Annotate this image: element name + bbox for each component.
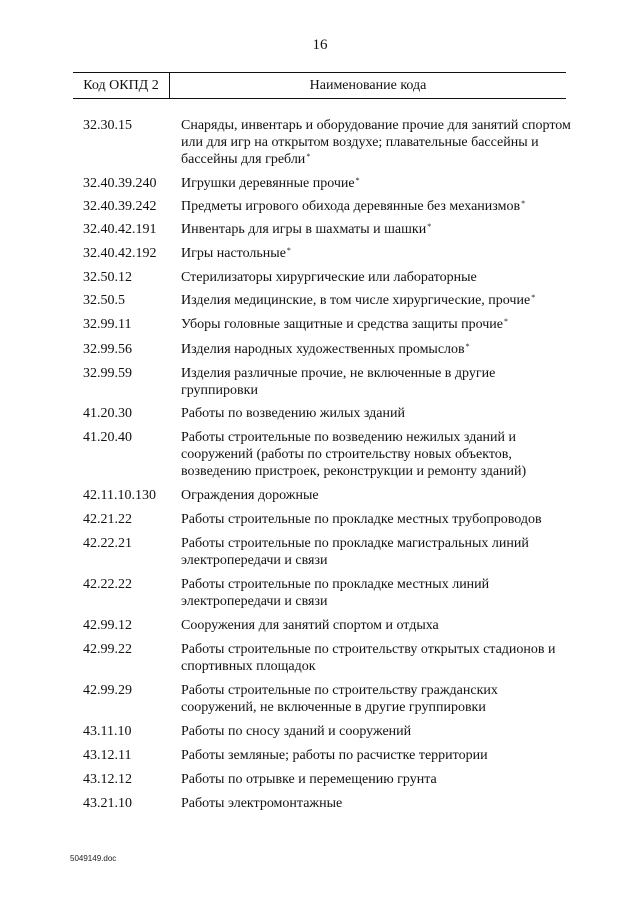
row-code: 42.22.21 [83, 536, 132, 551]
row-code: 42.99.22 [83, 642, 132, 657]
row-name: Работы строительные по прокладке местных трубопроводов [181, 512, 542, 527]
footnote-mark: * [355, 176, 360, 185]
row-name: Игрушки деревянные прочие* [181, 176, 360, 191]
row-code: 43.12.12 [83, 772, 132, 787]
row-name: Работы по сносу зданий и сооружений [181, 724, 412, 739]
row-name: Сооружения для занятий спортом и отдыха [181, 618, 439, 633]
row-name: Работы по отрывке и перемещению грунта [181, 772, 437, 787]
row-name: Работы электромонтажные [181, 796, 343, 811]
row-code: 32.30.15 [83, 118, 132, 133]
footnote-mark: * [503, 317, 508, 326]
row-code: 42.22.22 [83, 577, 132, 592]
row-code: 43.21.10 [83, 796, 132, 811]
footnote-mark: * [531, 293, 536, 302]
row-code: 32.99.11 [83, 317, 132, 332]
footnote-mark: * [427, 222, 432, 231]
page-number: 16 [312, 37, 328, 53]
header-code: Код ОКПД 2 [83, 78, 159, 93]
row-name: Предметы игрового обихода деревянные без механизмов* [181, 199, 526, 214]
footnote-mark: * [521, 199, 526, 208]
row-name: Инвентарь для игры в шахматы и шашки* [181, 222, 432, 237]
row-name: Работы земляные; работы по расчистке территории [181, 748, 488, 763]
row-name: Работы строительные по прокладке местных линий электропередачи и связи [181, 577, 490, 609]
row-name: Изделия народных художественных промыслов* [181, 342, 470, 357]
document-filename: 5049149.doc [70, 854, 117, 863]
row-code: 43.12.11 [83, 748, 132, 763]
row-code: 32.99.56 [83, 342, 132, 357]
row-name: Работы строительные по возведению нежилых зданий и сооружений (работы по строительству новых объектов, возведению пристроек, реконструкции и ремонту зданий) [181, 430, 527, 479]
row-code: 43.11.10 [83, 724, 132, 739]
row-code: 32.40.39.242 [83, 199, 157, 214]
row-code: 41.20.40 [83, 430, 132, 445]
row-code: 32.50.12 [83, 270, 132, 285]
row-name: Работы строительные по прокладке магистральных линий электропередачи и связи [181, 536, 529, 568]
row-code: 42.99.12 [83, 618, 132, 633]
row-code: 42.11.10.130 [83, 488, 156, 503]
row-code: 32.40.42.192 [83, 246, 157, 261]
row-name: Работы строительные по строительству гражданских сооружений, не включенные в другие группировки [181, 683, 498, 715]
row-code: 41.20.30 [83, 406, 132, 421]
row-code: 32.50.5 [83, 293, 125, 308]
row-name: Снаряды, инвентарь и оборудование прочие для занятий спортом или для игр на открытом воздухе; плавательные бассейны и бассейны для гребли* [181, 118, 571, 167]
row-name: Игры настольные* [181, 246, 291, 261]
row-name: Стерилизаторы хирургические или лабораторные [181, 270, 477, 285]
row-code: 32.99.59 [83, 366, 132, 381]
row-code: 32.40.42.191 [83, 222, 157, 237]
row-name: Изделия различные прочие, не включенные в другие группировки [181, 366, 496, 398]
row-name: Работы строительные по строительству открытых стадионов и спортивных площадок [181, 642, 556, 674]
row-name: Уборы головные защитные и средства защиты прочие* [181, 317, 508, 332]
row-name: Изделия медицинские, в том числе хирургические, прочие* [181, 293, 536, 308]
footnote-mark: * [306, 152, 311, 161]
row-code: 42.99.29 [83, 683, 132, 698]
footnote-mark: * [465, 342, 470, 351]
header-name: Наименование кода [309, 78, 427, 93]
row-code: 42.21.22 [83, 512, 132, 527]
footnote-mark: * [286, 246, 291, 255]
row-name: Работы по возведению жилых зданий [181, 406, 405, 421]
row-code: 32.40.39.240 [83, 176, 157, 191]
row-name: Ограждения дорожные [181, 488, 319, 503]
